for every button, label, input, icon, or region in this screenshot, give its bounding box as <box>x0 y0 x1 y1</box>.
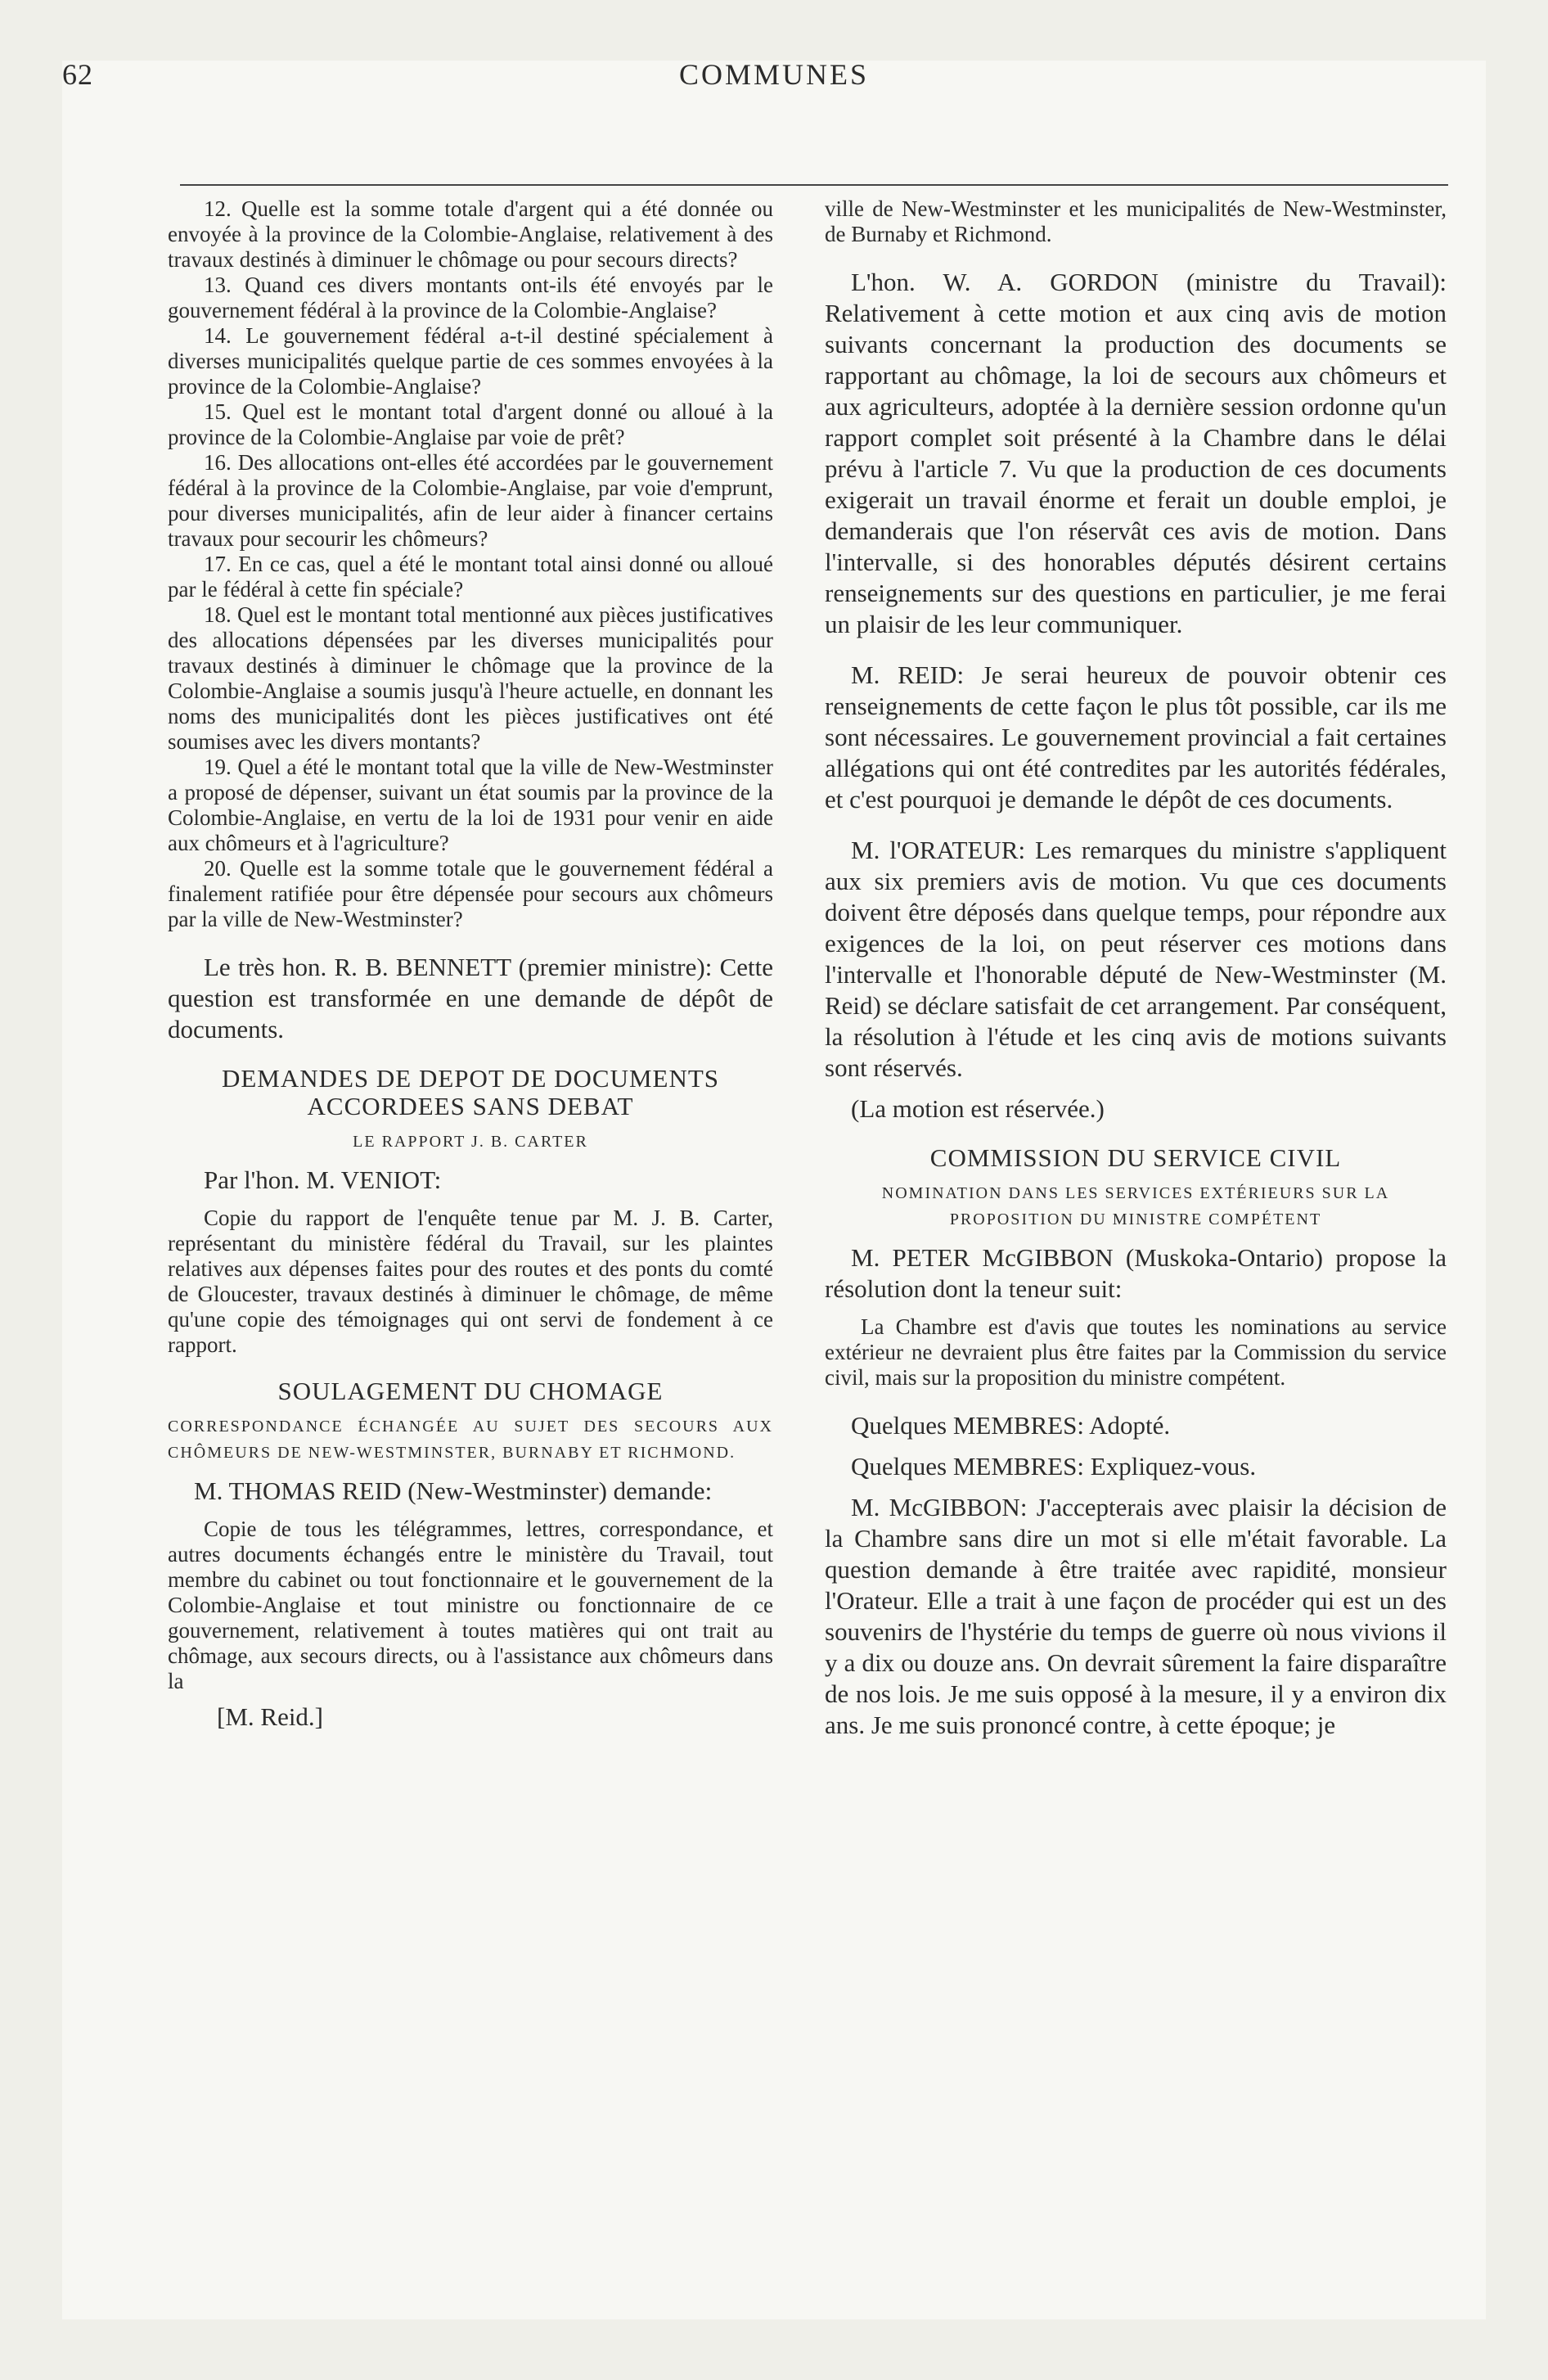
question-19: 19. Quel a été le montant total que la ville de New-Westminster a proposé de dépenser, suivant un état soumis par la province de la Colombie-Anglaise, en vertu de la loi de 1931 pour venir en aide aux chômeurs et à l'agriculture? <box>168 755 773 855</box>
question-12: 12. Quelle est la somme totale d'argent qui a été donnée ou envoyée à la province de la Colombie-Anglaise, relativement à des travaux destinés à diminuer le chômage ou pour secours directs? <box>168 196 773 272</box>
members-adopte: Quelques MEMBRES: Adopté. <box>851 1411 1171 1440</box>
carter-report-text: Copie du rapport de l'enquête tenue par M. J. B. Carter, représentant du ministère fédéral du Travail, sur les plaintes relatives aux dépenses faites pour des routes et des ponts du comté de Gloucester, travaux destinés à diminuer le chômage, de même qu'une copie des témoignages qui ont servi de fondement à ce rapport. <box>168 1206 773 1357</box>
continuation-text: ville de New-Westminster et les municipalités de New-Westminster, de Burnaby et Richmond. <box>825 196 1447 246</box>
question-15: 15. Quel est le montant total d'argent donné ou alloué à la province de la Colombie-Anglaise par voie de prêt? <box>168 399 773 449</box>
members-expliquez: Quelques MEMBRES: Expliquez-vous. <box>851 1452 1257 1481</box>
section-title-chomage: SOULAGEMENT DU CHOMAGE <box>277 1377 664 1405</box>
veniot-motion: Par l'hon. M. VENIOT: <box>204 1165 442 1194</box>
speaker-signature: [M. Reid.] <box>217 1702 324 1731</box>
page-number: 62 <box>62 58 93 91</box>
reid-demande-text: Copie de tous les télégrammes, lettres, correspondance, et autres documents échangés entre le ministère du Travail, tout membre du cabinet ou tout fonctionnaire et le gouvernement de la Colombie-Anglaise et tout ministre ou fonctionnaire de ce gouvernement, relativement à toutes matières qui ont trait au chômage, aux secours directs, ou à l'assistance aux chômeurs dans la <box>168 1517 773 1693</box>
section-title-depot: DEMANDES DE DEPOT DE DOCUMENTS ACCORDEES SANS DEBAT <box>221 1064 720 1120</box>
question-20: 20. Quelle est la somme totale que le gouvernement fédéral a finalement ratifiée pour être dépensée pour secours aux chômeurs par la ville de New-Westminster? <box>168 856 773 931</box>
subsection-nomination: NOMINATION DANS LES SERVICES EXTÉRIEURS SUR LA PROPOSITION DU MINISTRE COMPÉTENT <box>881 1184 1390 1228</box>
question-16: 16. Des allocations ont-elles été accordées par le gouvernement fédéral à la province de la Colombie-Anglaise, par voie d'emprunt, pour diverses municipalités, afin de leur aider à financer certains travaux pour secourir les chômeurs? <box>168 450 773 551</box>
resolution-text: La Chambre est d'avis que toutes les nominations au service extérieur ne devraient plus être faites par la Commission du service civil, mais sur la proposition du ministre compétent. <box>825 1314 1447 1390</box>
question-13: 13. Quand ces divers montants ont-ils été envoyés par le gouvernement fédéral à la province de la Colombie-Anglaise? <box>168 273 773 322</box>
question-17: 17. En ce cas, quel a été le montant total ainsi donné ou alloué par le fédéral à cette fin spéciale? <box>168 552 773 602</box>
right-column <box>825 196 1447 1741</box>
question-18: 18. Quel est le montant total mentionné aux pièces justificatives des allocations dépensées par les diverses municipalités pour travaux destinés à diminuer le chômage que la province de la Colombie-Anglaise a soumis jusqu'à l'heure actuelle, en donnant les noms des municipalités dont les pièces justificatives ont été soumises avec les divers montants? <box>168 602 773 754</box>
subsection-carter: LE RAPPORT J. B. CARTER <box>353 1133 588 1151</box>
question-14: 14. Le gouvernement fédéral a-t-il destiné spécialement à diverses municipalités quelque partie de ces sommes envoyées à la province de la Colombie-Anglaise? <box>168 323 773 399</box>
reid-demande: M. THOMAS REID (New-Westminster) demande: <box>194 1476 713 1505</box>
motion-reserved: (La motion est réservée.) <box>851 1094 1105 1123</box>
section-title-commission: COMMISSION DU SERVICE CIVIL <box>929 1143 1342 1172</box>
header-rule <box>180 184 1448 186</box>
left-column <box>168 196 773 1733</box>
running-title: COMMUNES <box>678 58 870 91</box>
subsection-correspondance: CORRESPONDANCE ÉCHANGÉE AU SUJET DES SECOURS AUX CHÔMEURS DE NEW-WESTMINSTER, BURNABY ET RICHMOND. <box>168 1418 773 1462</box>
reid-reply: M. REID: Je serai heureux de pouvoir obtenir ces renseignements de cette façon le plus tôt possible, car ils me sont nécessaires. Le gouvernement provincial a fait certaines allégations qui ont été contredites par les autorités fédérales, et c'est pourquoi je demande le dépôt de ces documents. <box>825 660 1447 814</box>
orateur-ruling: M. l'ORATEUR: Les remarques du ministre s'appliquent aux six premiers avis de motion. Vu que ces documents doivent être déposés dans quelque temps, pour répondre aux exigences de la loi, on peut réserver ces motions dans l'intervalle et l'honorable député de New-Westminster (M. Reid) se déclare satisfait de cet arrangement. Par conséquent, la résolution à l'étude et les cinq avis de motions suivants sont réservés. <box>825 836 1447 1082</box>
mcgibbon-propose: M. PETER McGIBBON (Muskoka-Ontario) propose la résolution dont la teneur suit: <box>825 1243 1447 1303</box>
gordon-reply: L'hon. W. A. GORDON (ministre du Travail): Relativement à cette motion et aux cinq avis de motion suivants concernant la production des documents se rapportant au chômage, la loi de secours aux chômeurs et aux agriculteurs, adoptée à la dernière session ordonne qu'un rapport complet soit présenté à la Chambre dans le délai prévu à l'article 7. Vu que la production de ces documents exigerait un travail énorme et ferait un double emploi, je demanderais que l'on réservât ces avis de motion. Dans l'intervalle, si des honorables députés désirent certains renseignements sur des questions en particulier, je me ferai un plaisir de les leur communiquer. <box>825 268 1447 638</box>
bennett-reply: Le très hon. R. B. BENNETT (premier ministre): Cette question est transformée en une demande de dépôt de documents. <box>168 953 773 1044</box>
mcgibbon-speech: M. McGIBBON: J'accepterais avec plaisir la décision de la Chambre sans dire un mot si elle m'était favorable. La question demande à être traitée avec rapidité, monsieur l'Orateur. Elle a trait à une façon de procéder qui est un des souvenirs de l'hystérie du temps de guerre où nous vivions il y a dix ou douze ans. On devrait sûrement la faire disparaître de nos lois. Je me suis opposé à la mesure, il y a environ dix ans. Je me suis prononcé contre, à cette époque; je <box>825 1493 1447 1739</box>
